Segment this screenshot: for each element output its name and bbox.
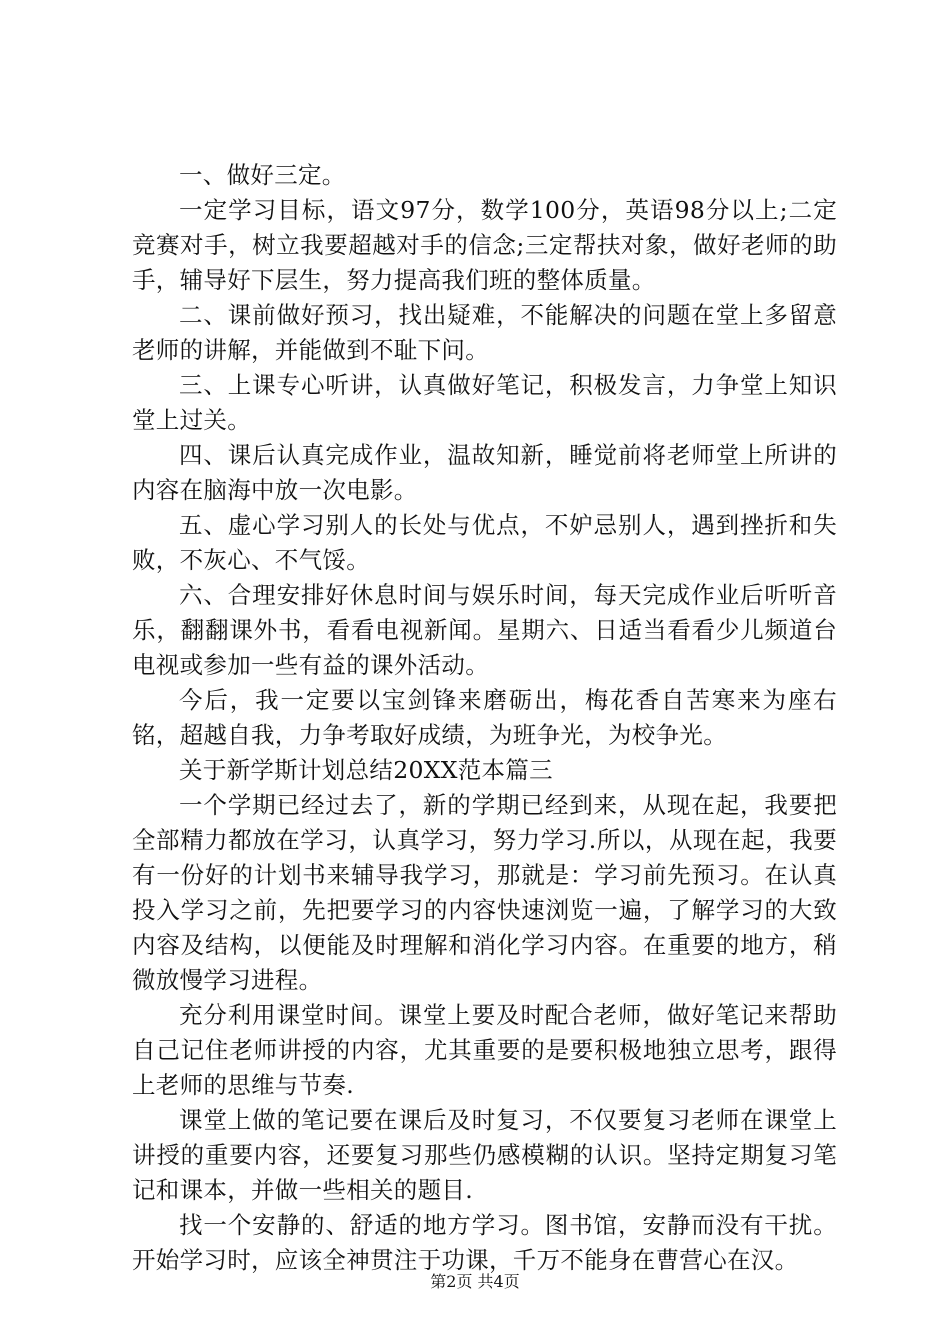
paragraph: 一个学期已经过去了，新的学期已经到来，从现在起，我要把全部精力都放在学习，认真学习，努力学习.所以，从现在起，我要有一份好的计划书来辅导我学习，那就是：学习前先预习。在认真投入学习之前，先把要学习的内容快速浏览一遍，了解学习的大致内容及结构，以便能及时理解和消化学习内容。在重要的地方，稍微放慢学习进程。 [132,791,837,994]
paragraph: 课堂上做的笔记要在课后及时复习，不仅要复习老师在课堂上讲授的重要内容，还要复习那些仍感模糊的认识。坚持定期复习笔记和课本，并做一些相关的题目. [132,1106,837,1204]
paragraph: 二、课前做好预习，找出疑难，不能解决的问题在堂上多留意老师的讲解，并能做到不耻下问。 [132,301,837,364]
paragraph: 六、合理安排好休息时间与娱乐时间，每天完成作业后听听音乐，翻翻课外书，看看电视新闻。星期六、日适当看看少儿频道台电视或参加一些有益的课外活动。 [132,581,837,679]
paragraph: 今后，我一定要以宝剑锋来磨砺出，梅花香自苦寒来为座右铭，超越自我，力争考取好成绩，为班争光，为校争光。 [132,686,837,749]
paragraph: 一定学习目标，语文97分，数学100分，英语98分以上;二定竞赛对手，树立我要超越对手的信念;三定帮扶对象，做好老师的助手，辅导好下层生，努力提高我们班的整体质量。 [132,196,837,294]
paragraph: 充分利用课堂时间。课堂上要及时配合老师，做好笔记来帮助自己记住老师讲授的内容，尤其重要的是要积极地独立思考，跟得上老师的思维与节奏. [132,1001,837,1099]
page-number-footer: 第2页 共4页 [430,1272,520,1291]
paragraph: 找一个安静的、舒适的地方学习。图书馆，安静而没有干扰。开始学习时，应该全神贯注于功课，千万不能身在曹营心在汉。 [132,1211,837,1274]
paragraph: 四、课后认真完成作业，温故知新，睡觉前将老师堂上所讲的内容在脑海中放一次电影。 [132,441,837,504]
document-body [132,158,837,1278]
section-title: 关于新学斯计划总结20XX范本篇三 [179,756,553,784]
paragraph: 五、虚心学习别人的长处与优点，不妒忌别人，遇到挫折和失败，不灰心、不气馁。 [132,511,837,574]
paragraph: 三、上课专心听讲，认真做好笔记，积极发言，力争堂上知识堂上过关。 [132,371,837,434]
paragraph-heading-1: 一、做好三定。 [179,161,346,189]
